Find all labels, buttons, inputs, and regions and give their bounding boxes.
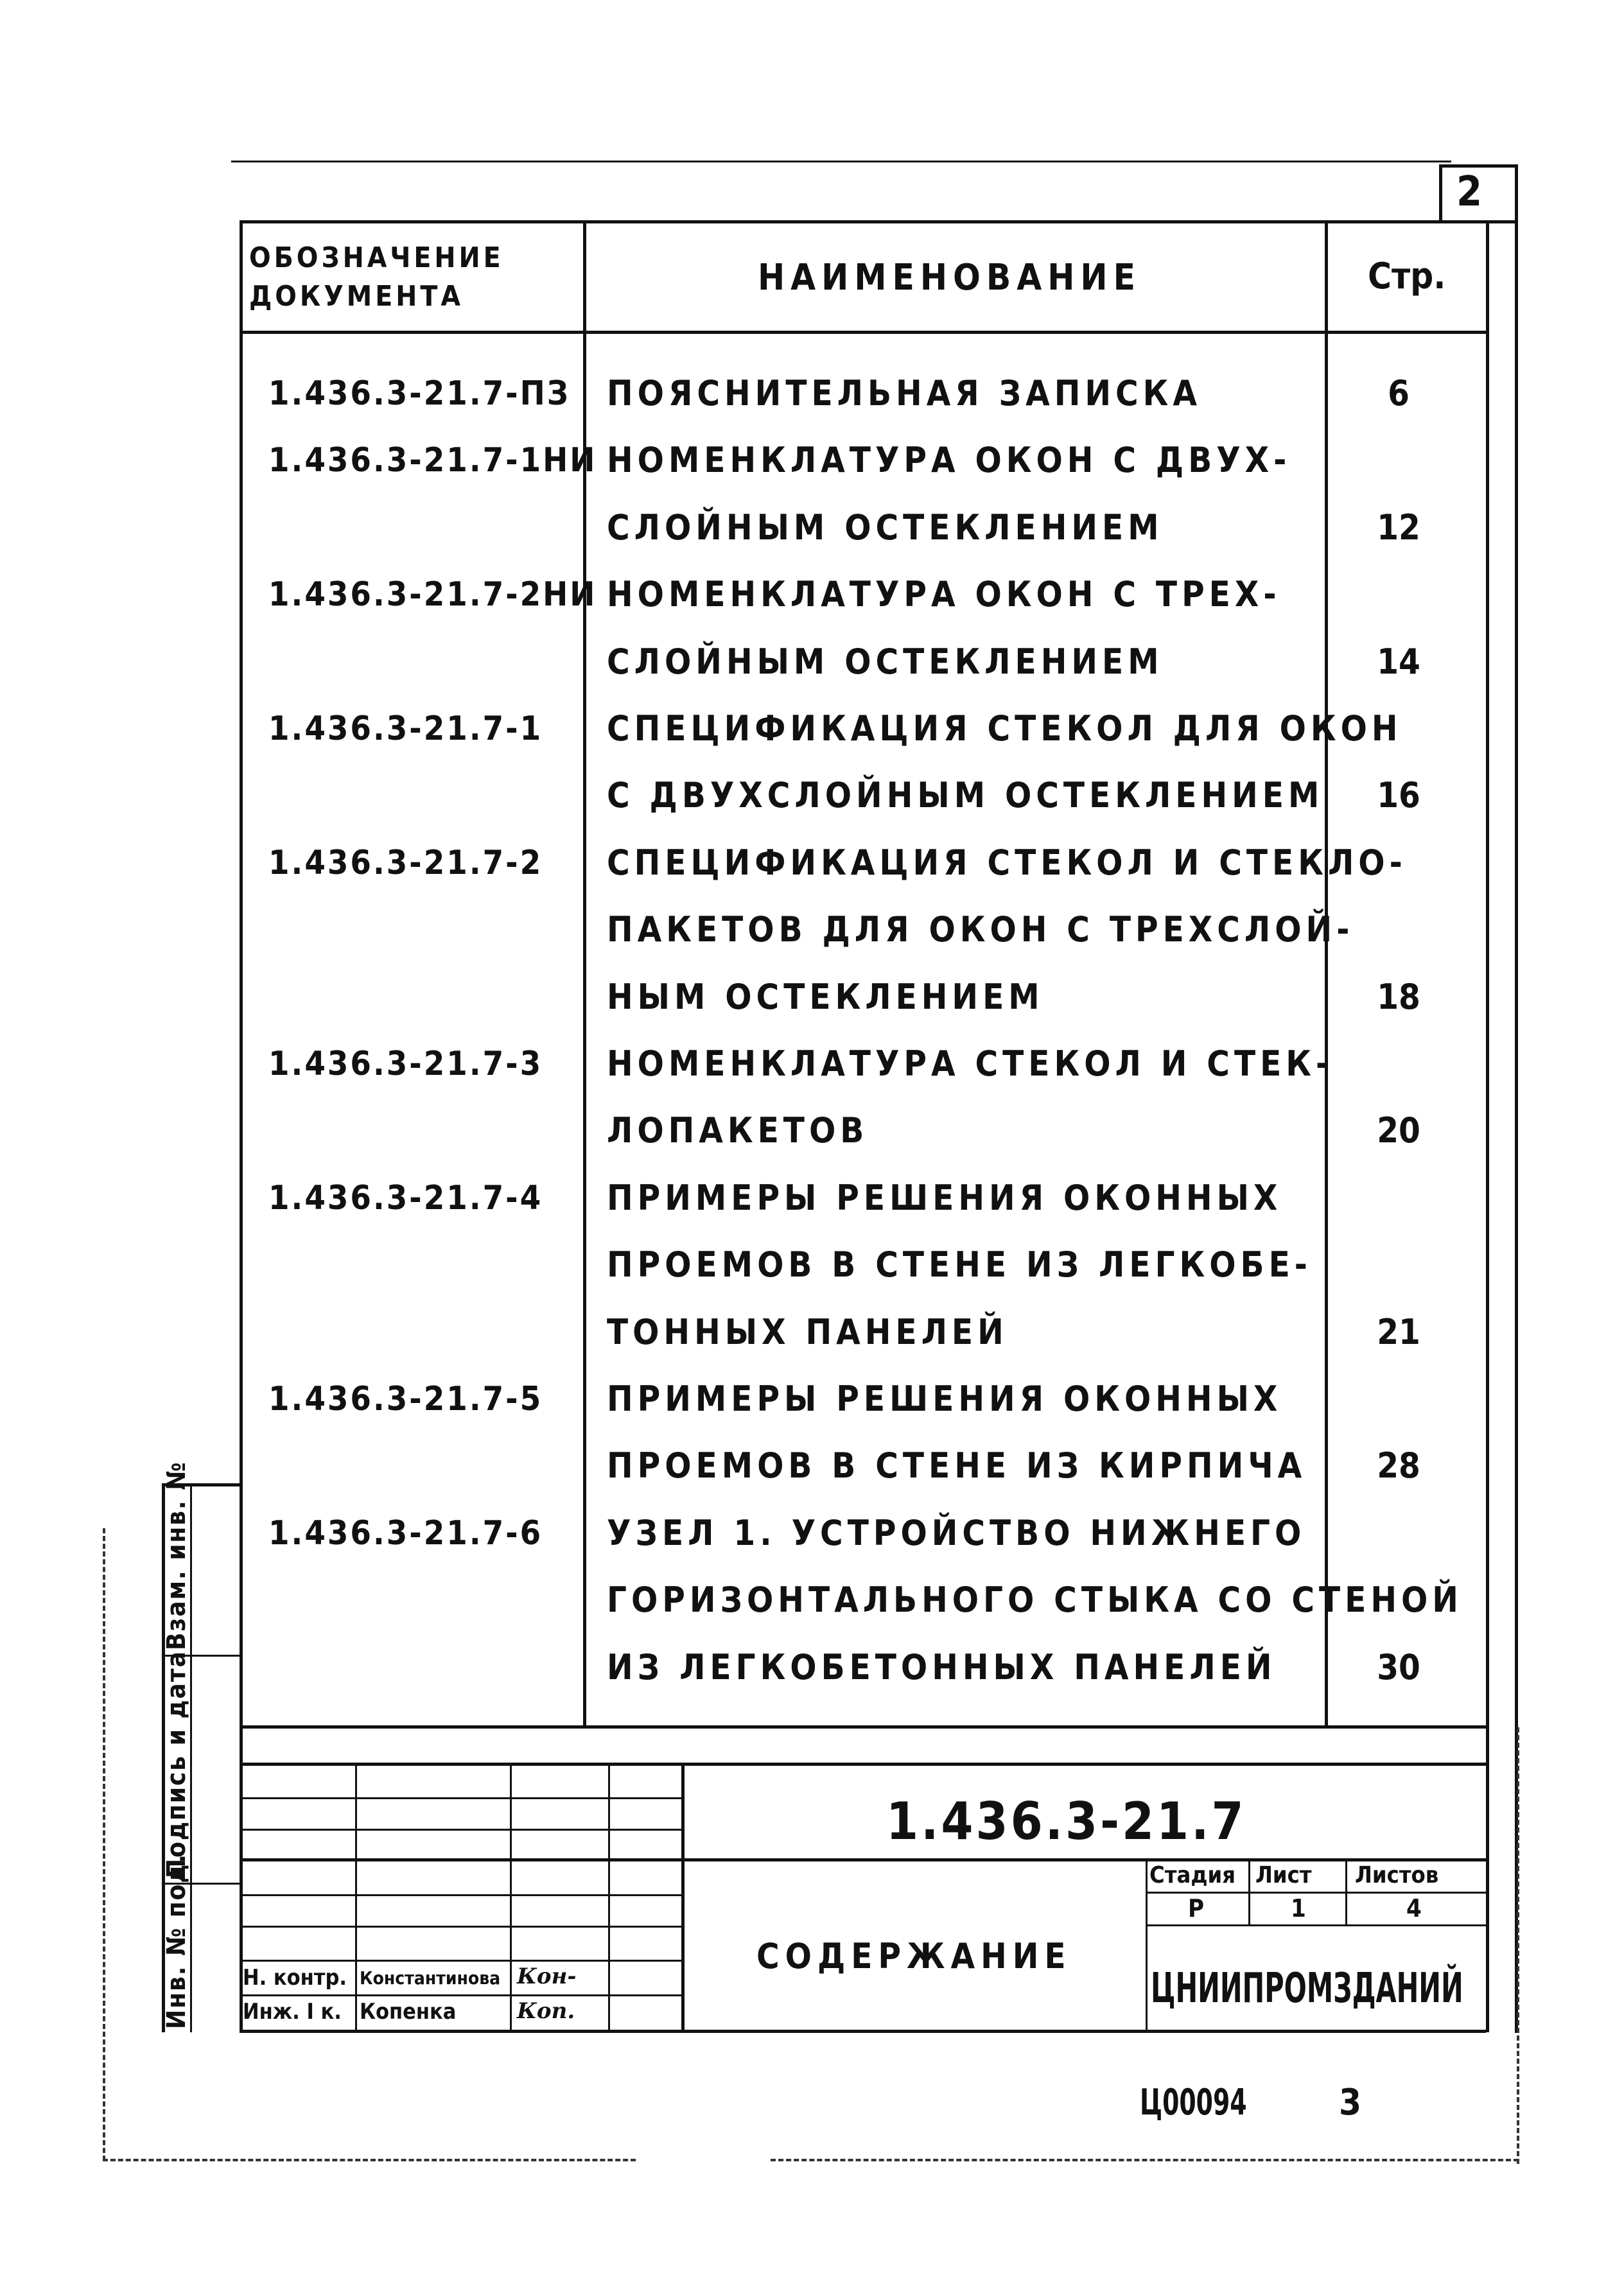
row-code: 1.436.3-21.7-3	[268, 1045, 543, 1083]
table-row	[240, 1366, 1486, 1433]
row-code: 1.436.3-21.7-2НИ	[268, 575, 597, 615]
frame-line	[240, 1894, 683, 1896]
row-name: НОМЕНКЛАТУРА СТЕКОЛ И СТЕК-	[607, 1043, 1334, 1084]
header-divider	[240, 331, 1486, 334]
table-row	[240, 964, 1486, 1031]
frame-line	[240, 1994, 683, 1996]
row-name: СЛОЙНЫМ ОСТЕКЛЕНИЕМ	[607, 507, 1164, 548]
stage-label: Стадия	[1149, 1862, 1236, 1888]
frame-line	[240, 1960, 683, 1962]
frame-line	[1146, 1924, 1486, 1926]
frame-line	[510, 1763, 512, 2032]
table-row	[240, 762, 1486, 829]
row-page: 6	[1388, 373, 1410, 414]
frame-line	[240, 2030, 1486, 2033]
row-name: СЛОЙНЫМ ОСТЕКЛЕНИЕМ	[607, 641, 1164, 682]
row-name: ТОННЫХ ПАНЕЛЕЙ	[607, 1311, 1008, 1352]
table-row	[240, 1232, 1486, 1298]
role-1: Н. контр.	[243, 1965, 347, 1991]
frame-line	[355, 1763, 357, 2032]
row-name: ГОРИЗОНТАЛЬНОГО СТЫКА СО СТЕНОЙ	[607, 1580, 1463, 1621]
row-name: ПРОЕМОВ В СТЕНЕ ИЗ КИРПИЧА	[607, 1445, 1307, 1486]
person-1: Константинова	[360, 1967, 501, 1989]
row-name: ИЗ ЛЕГКОБЕТОННЫХ ПАНЕЛЕЙ	[607, 1646, 1277, 1687]
table-row	[240, 1567, 1486, 1634]
table-row	[240, 830, 1486, 896]
table-row	[240, 1097, 1486, 1164]
table-row	[240, 561, 1486, 628]
cut-line	[771, 2159, 1519, 2161]
row-name: СПЕЦИФИКАЦИЯ СТЕКОЛ И СТЕКЛО-	[607, 842, 1407, 883]
frame-line	[240, 1763, 1486, 1766]
row-page: 28	[1377, 1445, 1420, 1486]
table-row	[240, 494, 1486, 561]
frame-line	[1486, 220, 1489, 2032]
signature-1: Кон-	[517, 1964, 577, 1989]
footer-page: 3	[1339, 2082, 1362, 2123]
side-inv-no: Инв. № под.	[162, 1852, 191, 2029]
row-code: 1.436.3-21.7-1	[268, 710, 543, 748]
row-page: 14	[1377, 641, 1420, 682]
frame-line	[1439, 164, 1517, 168]
row-page: 12	[1377, 507, 1420, 548]
table-row	[240, 360, 1486, 427]
frame-line	[240, 1926, 683, 1928]
side-signature-date: Подпись и дата	[162, 1650, 191, 1878]
table-row	[240, 1299, 1486, 1366]
row-page: 30	[1377, 1646, 1420, 1687]
row-page: 18	[1377, 976, 1420, 1017]
header-name: НАИМЕНОВАНИЕ	[758, 257, 1142, 299]
sheet-label: Лист	[1255, 1862, 1312, 1888]
row-name: ПОЯСНИТЕЛЬНАЯ ЗАПИСКА	[607, 373, 1201, 414]
row-name: СПЕЦИФИКАЦИЯ СТЕКОЛ ДЛЯ ОКОН	[607, 708, 1402, 749]
table-row	[240, 1165, 1486, 1232]
frame-line	[240, 1797, 683, 1799]
organization: ЦНИИПРОМЗДАНИЙ	[1151, 1965, 1463, 2012]
table-row	[240, 896, 1486, 963]
doc-code: 1.436.3-21.7	[886, 1791, 1246, 1851]
doc-title: СОДЕРЖАНИЕ	[756, 1936, 1072, 1976]
row-name: ПРИМЕРЫ РЕШЕНИЯ ОКОННЫХ	[607, 1177, 1282, 1218]
stage-value: Р	[1188, 1894, 1205, 1922]
cut-line	[103, 1528, 105, 2161]
row-code: 1.436.3-21.7-6	[268, 1513, 543, 1553]
frame-line	[681, 1763, 685, 2032]
archive-number: Ц00094	[1140, 2082, 1247, 2123]
row-code: 1.436.3-21.7-4	[268, 1178, 543, 1217]
sheet-value: 1	[1291, 1894, 1306, 1922]
frame-line	[1439, 164, 1442, 222]
row-name: ПАКЕТОВ ДЛЯ ОКОН С ТРЕХСЛОЙ-	[607, 909, 1354, 950]
row-name: ПРОЕМОВ В СТЕНЕ ИЗ ЛЕГКОБЕ-	[607, 1244, 1312, 1286]
cut-line	[103, 2159, 636, 2161]
row-name: УЗЕЛ 1. УСТРОЙСТВО НИЖНЕГО	[607, 1512, 1306, 1553]
table-bottom	[240, 1725, 1486, 1729]
header-designation: ОБОЗНАЧЕНИЕ ДОКУМЕНТА	[249, 241, 504, 313]
frame-line	[1146, 1892, 1486, 1894]
row-name: ЛОПАКЕТОВ	[607, 1110, 869, 1151]
row-code: 1.436.3-21.7-ПЗ	[268, 374, 570, 413]
table-row	[240, 1433, 1486, 1499]
table-row	[240, 695, 1486, 762]
person-2: Копенка	[360, 1999, 457, 2025]
table-row	[240, 1031, 1486, 1097]
row-code: 1.436.3-21.7-1НИ	[268, 441, 597, 480]
frame-line	[608, 1763, 610, 2032]
row-name: НЫМ ОСТЕКЛЕНИЕМ	[607, 976, 1044, 1017]
table-row	[240, 427, 1486, 494]
row-code: 1.436.3-21.7-2	[268, 843, 543, 882]
row-name: С ДВУХСЛОЙНЫМ ОСТЕКЛЕНИЕМ	[607, 775, 1324, 816]
sheets-value: 4	[1406, 1894, 1422, 1922]
frame-line	[240, 1829, 683, 1831]
row-page: 21	[1377, 1311, 1420, 1352]
row-code: 1.436.3-21.7-5	[268, 1380, 543, 1418]
role-2: Инж. I к.	[243, 1999, 342, 2025]
sheet-number: 2	[1456, 168, 1483, 216]
row-name: НОМЕНКЛАТУРА ОКОН С ТРЕХ-	[607, 574, 1281, 615]
side-replaces-inv: Взам. инв. №	[162, 1461, 191, 1650]
sheets-label: Листов	[1355, 1862, 1439, 1888]
frame-line	[1146, 1858, 1148, 2032]
cut-line	[1517, 1727, 1519, 2164]
row-page: 20	[1377, 1110, 1420, 1151]
frame-line	[231, 161, 1451, 162]
table-row	[240, 629, 1486, 695]
table-row	[240, 1634, 1486, 1701]
row-name: ПРИМЕРЫ РЕШЕНИЯ ОКОННЫХ	[607, 1379, 1282, 1419]
row-name: НОМЕНКЛАТУРА ОКОН С ДВУХ-	[607, 440, 1291, 481]
header-page: Стр.	[1368, 256, 1446, 297]
frame-line	[240, 1858, 1486, 1861]
row-page: 16	[1377, 775, 1420, 816]
signature-2: Коп.	[517, 1998, 575, 2024]
table-row	[240, 1500, 1486, 1567]
